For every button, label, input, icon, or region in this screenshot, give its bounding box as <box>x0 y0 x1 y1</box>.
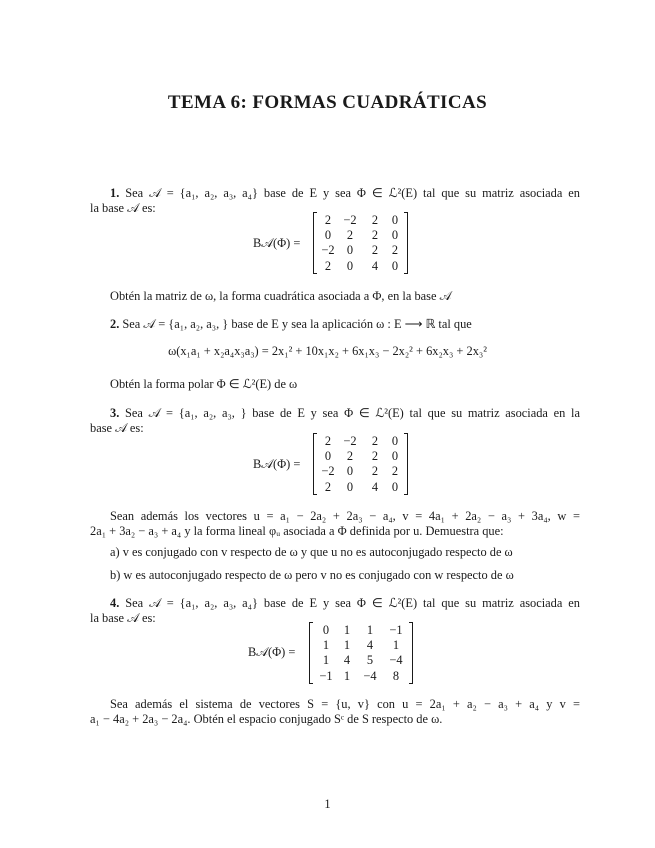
exercise-4-matrix-right-bracket <box>409 622 413 684</box>
exercise-3-matrix <box>320 434 404 495</box>
exercise-3-item-a: a) v es conjugado con v respecto de ω y que u no es autoconjugado respecto de ω <box>110 545 513 559</box>
exercise-2-number: 2. <box>110 317 120 331</box>
exercise-4-text-1: Sea 𝒜 = {a₁, a₂, a₃, a₄} base de E y sea Φ ∈ ℒ²(E) tal que su matriz asociada en <box>125 596 580 610</box>
page-title: TEMA 6: FORMAS CUADRÁTICAS <box>167 92 488 113</box>
exercise-4-line-2: la base 𝒜 es: <box>90 611 156 625</box>
matrix-cell: 4 <box>343 653 351 668</box>
exercise-1-matrix-label: B𝒜(Φ) = <box>253 236 301 250</box>
exercise-3-statement-1: Sean además los vectores u = a₁ − 2a₂ + 2a₃ − a₄, v = 4a₁ + 2a₂ − a₃ + 3a₄, w = <box>110 509 580 523</box>
matrix-cell: 0 <box>324 228 332 243</box>
exercise-4-statement-1: Sea además el sistema de vectores S = {u, v} con u = 2a₁ + a₂ − a₃ + a₄ y v = <box>110 697 580 711</box>
exercise-3-text-1: Sea 𝒜 = {a₁, a₂, a₃, } base de E y sea Φ ∈ ℒ²(E) tal que su matriz asociada en la <box>125 406 580 420</box>
exercise-1-matrix <box>320 213 404 274</box>
matrix-cell: 0 <box>391 479 399 494</box>
matrix-cell: 2 <box>371 213 379 227</box>
matrix-cell: −2 <box>321 464 335 479</box>
matrix-cell: 2 <box>346 449 354 464</box>
exercise-4-line-1 <box>110 596 580 611</box>
exercise-4-matrix-left-bracket <box>309 622 313 684</box>
exercise-1-line-1 <box>110 186 580 201</box>
matrix-cell: 2 <box>391 243 399 258</box>
exercise-4-statement-2: a₁ − 4a₂ + 2a₃ − 2a₄. Obtén el espacio conjugado Sᶜ de S respecto de ω. <box>90 712 443 726</box>
matrix-cell: 4 <box>371 479 379 494</box>
matrix-cell: 0 <box>391 213 399 227</box>
matrix-cell: −4 <box>389 653 403 668</box>
matrix-cell: 2 <box>371 449 379 464</box>
exercise-2-question: Obtén la forma polar Φ ∈ ℒ²(E) de ω <box>110 377 298 391</box>
matrix-cell: −2 <box>343 213 357 227</box>
exercise-1-line-2: la base 𝒜 es: <box>90 201 156 215</box>
matrix-cell: 1 <box>366 623 374 637</box>
matrix-cell: 0 <box>391 449 399 464</box>
matrix-cell: 2 <box>371 243 379 258</box>
matrix-cell: 0 <box>346 464 354 479</box>
matrix-cell: 1 <box>343 623 351 637</box>
matrix-cell: 1 <box>392 638 400 653</box>
matrix-cell: −2 <box>321 243 335 258</box>
matrix-cell: 0 <box>322 623 330 637</box>
matrix-cell: 4 <box>371 258 379 273</box>
matrix-cell: 2 <box>371 228 379 243</box>
exercise-2-equation: ω(x₁a₁ + x₂a₄x₃a₃) = 2x₁² + 10x₁x₂ + 6x₁x₃ − 2x₂² + 6x₂x₃ + 2x₃² <box>168 344 487 358</box>
exercise-1-question: Obtén la matriz de ω, la forma cuadrática asociada a Φ, en la base 𝒜 <box>110 289 452 303</box>
matrix-cell: 8 <box>392 668 400 683</box>
matrix-cell: 4 <box>366 638 374 653</box>
exercise-2-line-1 <box>110 317 472 332</box>
exercise-1-matrix-right-bracket <box>404 212 408 274</box>
exercise-1-matrix-left-bracket <box>313 212 317 274</box>
matrix-cell: 2 <box>324 434 332 448</box>
matrix-cell: 0 <box>346 243 354 258</box>
exercise-4-matrix <box>316 623 410 684</box>
matrix-cell: 1 <box>343 668 351 683</box>
matrix-cell: 0 <box>346 258 354 273</box>
matrix-cell: 5 <box>366 653 374 668</box>
matrix-cell: 2 <box>324 479 332 494</box>
matrix-cell: 2 <box>371 464 379 479</box>
matrix-cell: −1 <box>319 668 333 683</box>
matrix-cell: 1 <box>343 638 351 653</box>
exercise-3-line-2: base 𝒜 es: <box>90 421 144 435</box>
exercise-3-matrix-right-bracket <box>404 433 408 495</box>
matrix-cell: 0 <box>324 449 332 464</box>
matrix-cell: 2 <box>371 434 379 448</box>
matrix-cell: 1 <box>322 638 330 653</box>
matrix-cell: 2 <box>346 228 354 243</box>
exercise-1-text-1: Sea 𝒜 = {a₁, a₂, a₃, a₄} base de E y sea Φ ∈ ℒ²(E) tal que su matriz asociada en <box>125 186 580 200</box>
matrix-cell: −2 <box>343 434 357 448</box>
matrix-cell: −1 <box>389 623 403 637</box>
exercise-3-matrix-left-bracket <box>313 433 317 495</box>
page-number: 1 <box>324 797 331 811</box>
exercise-2-text-1: Sea 𝒜 = {a₁, a₂, a₃, } base de E y sea la aplicación ω : E ⟶ ℝ tal que <box>122 317 472 331</box>
exercise-1-number: 1. <box>110 186 120 200</box>
exercise-3-item-b: b) w es autoconjugado respecto de ω pero v no es conjugado con w respecto de ω <box>110 568 514 582</box>
matrix-cell: −4 <box>363 668 377 683</box>
matrix-cell: 2 <box>324 258 332 273</box>
matrix-cell: 0 <box>391 258 399 273</box>
matrix-cell: 1 <box>322 653 330 668</box>
matrix-cell: 2 <box>391 464 399 479</box>
matrix-cell: 0 <box>346 479 354 494</box>
exercise-3-statement-2: 2a₁ + 3a₂ − a₃ + a₄ y la forma lineal φᵤ asociada a Φ definida por u. Demuestra que: <box>90 524 504 538</box>
matrix-cell: 0 <box>391 228 399 243</box>
matrix-cell: 2 <box>324 213 332 227</box>
exercise-3-matrix-label: B𝒜(Φ) = <box>253 457 301 471</box>
exercise-3-line-1 <box>110 406 580 421</box>
exercise-3-number: 3. <box>110 406 120 420</box>
exercise-4-number: 4. <box>110 596 120 610</box>
matrix-cell: 0 <box>391 434 399 448</box>
exercise-4-matrix-label: B𝒜(Φ) = <box>248 645 296 659</box>
